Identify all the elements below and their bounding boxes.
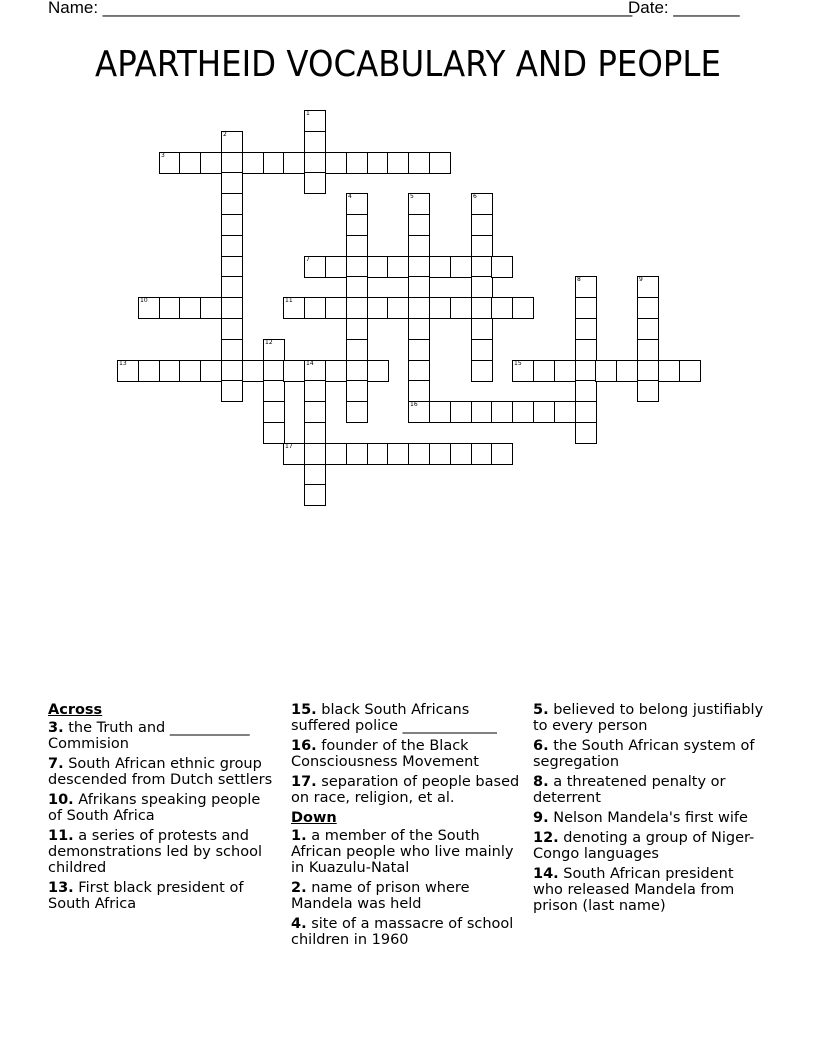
crossword-cell[interactable]	[346, 214, 368, 236]
cell-number: 5	[410, 193, 414, 200]
clue-across-10	[48, 792, 278, 824]
clue-text: believed to belong justifiably to every person	[533, 702, 764, 734]
crossword-cell[interactable]	[450, 443, 472, 465]
crossword-cell[interactable]	[221, 152, 243, 174]
crossword-cell[interactable]	[179, 360, 201, 382]
cell-number: 4	[348, 193, 352, 200]
clues-column-1	[48, 702, 278, 916]
crossword-cell[interactable]	[304, 152, 326, 174]
clue-text: First black president of South Africa	[48, 880, 244, 912]
crossword-cell[interactable]	[304, 256, 326, 278]
crossword-cell[interactable]	[658, 360, 680, 382]
crossword-cell[interactable]	[616, 360, 638, 382]
crossword-cell[interactable]	[471, 214, 493, 236]
clue-down-4	[291, 916, 523, 948]
clue-down-9	[533, 810, 765, 826]
crossword-cell[interactable]	[491, 401, 513, 423]
clue-text: a member of the South African people who live mainly in Kuazulu-Natal	[291, 828, 514, 876]
crossword-cell[interactable]	[263, 152, 285, 174]
crossword-cell[interactable]	[346, 339, 368, 361]
crossword-cell[interactable]	[117, 360, 139, 382]
crossword-cell[interactable]	[471, 360, 493, 382]
crossword-cell[interactable]	[304, 360, 326, 382]
cell-number: 10	[140, 297, 148, 304]
crossword-cell[interactable]	[221, 360, 243, 382]
crossword-cell[interactable]	[408, 193, 430, 215]
crossword-cell[interactable]	[408, 318, 430, 340]
crossword-cell[interactable]	[554, 360, 576, 382]
crossword-cell[interactable]	[429, 401, 451, 423]
clue-text: site of a massacre of school children in 1960	[291, 916, 514, 948]
crossword-cell[interactable]	[367, 360, 389, 382]
crossword-cell[interactable]	[367, 297, 389, 319]
crossword-cell[interactable]	[221, 193, 243, 215]
cell-number: 3	[161, 152, 165, 159]
crossword-cell[interactable]	[575, 297, 597, 319]
crossword-cell[interactable]	[304, 401, 326, 423]
date-field-label[interactable]: Date: _______	[628, 0, 740, 17]
crossword-cell[interactable]	[221, 276, 243, 298]
clue-number: 4.	[291, 916, 307, 932]
crossword-cell[interactable]	[387, 152, 409, 174]
clue-text: a series of protests and demonstrations led by school childred	[48, 828, 262, 876]
crossword-cell[interactable]	[221, 297, 243, 319]
crossword-cell[interactable]	[471, 318, 493, 340]
cell-number: 9	[639, 276, 643, 283]
crossword-cell[interactable]	[221, 380, 243, 402]
name-field-label[interactable]: Name: ________________________________________________________	[48, 0, 633, 17]
cell-number: 17	[285, 443, 293, 450]
clue-text: the Truth and ___________ Commision	[48, 720, 250, 752]
crossword-cell[interactable]	[512, 360, 534, 382]
cell-number: 12	[265, 339, 273, 346]
crossword-cell[interactable]	[325, 297, 347, 319]
crossword-cell[interactable]	[304, 422, 326, 444]
crossword-cell[interactable]	[159, 152, 181, 174]
crossword-cell[interactable]	[429, 443, 451, 465]
crossword-cell[interactable]	[221, 339, 243, 361]
across-heading: Across	[48, 702, 103, 718]
crossword-cell[interactable]	[200, 360, 222, 382]
crossword-cell[interactable]	[304, 131, 326, 153]
clue-number: 11.	[48, 828, 74, 844]
crossword-cell[interactable]	[138, 297, 160, 319]
crossword-cell[interactable]	[429, 256, 451, 278]
clue-number: 8.	[533, 774, 549, 790]
crossword-cell[interactable]	[491, 256, 513, 278]
crossword-cell[interactable]	[471, 339, 493, 361]
crossword-cell[interactable]	[450, 401, 472, 423]
clue-text: South African president who released Mandela from prison (last name)	[533, 866, 735, 914]
clue-number: 6.	[533, 738, 549, 754]
crossword-cell[interactable]	[179, 297, 201, 319]
clue-text: denoting a group of Niger-Congo languages	[533, 830, 755, 862]
crossword-cell[interactable]	[346, 318, 368, 340]
clue-text: separation of people based on race, religion, et al.	[291, 774, 520, 806]
crossword-cell[interactable]	[429, 152, 451, 174]
clue-down-1	[291, 828, 523, 876]
crossword-cell[interactable]	[408, 256, 430, 278]
crossword-cell[interactable]	[346, 152, 368, 174]
clue-text: name of prison where Mandela was held	[291, 880, 470, 912]
crossword-cell[interactable]	[221, 256, 243, 278]
crossword-cell[interactable]	[304, 464, 326, 486]
crossword-cell[interactable]	[221, 235, 243, 257]
crossword-cell[interactable]	[471, 193, 493, 215]
crossword-cell[interactable]	[304, 172, 326, 194]
clue-across-13	[48, 880, 278, 912]
crossword-cell[interactable]	[242, 152, 264, 174]
clue-across-3	[48, 720, 278, 752]
down-heading: Down	[291, 810, 337, 826]
crossword-cell[interactable]	[637, 297, 659, 319]
crossword-cell[interactable]	[575, 360, 597, 382]
cell-number: 16	[410, 401, 418, 408]
crossword-cell[interactable]	[387, 256, 409, 278]
crossword-cell[interactable]	[263, 422, 285, 444]
crossword-cell[interactable]	[408, 360, 430, 382]
cell-number: 11	[285, 297, 293, 304]
cell-number: 14	[306, 360, 314, 367]
crossword-cell[interactable]	[325, 152, 347, 174]
clue-number: 9.	[533, 810, 549, 826]
crossword-cell[interactable]	[408, 214, 430, 236]
crossword-cell[interactable]	[346, 443, 368, 465]
crossword-cell[interactable]	[408, 401, 430, 423]
clue-text: founder of the Black Consciousness Movement	[291, 738, 479, 770]
crossword-cell[interactable]	[304, 297, 326, 319]
crossword-cell[interactable]	[637, 276, 659, 298]
crossword-cell[interactable]	[346, 235, 368, 257]
crossword-cell[interactable]	[200, 297, 222, 319]
crossword-cell[interactable]	[346, 276, 368, 298]
cell-number: 1	[306, 110, 310, 117]
crossword-cell[interactable]	[471, 276, 493, 298]
clue-number: 10.	[48, 792, 74, 808]
clue-across-11	[48, 828, 278, 876]
clue-number: 5.	[533, 702, 549, 718]
crossword-cell[interactable]	[408, 276, 430, 298]
clue-number: 2.	[291, 880, 307, 896]
clue-number: 16.	[291, 738, 317, 754]
crossword-cell[interactable]	[533, 401, 555, 423]
clue-number: 14.	[533, 866, 559, 882]
crossword-cell[interactable]	[450, 256, 472, 278]
crossword-cell[interactable]	[304, 443, 326, 465]
crossword-cell[interactable]	[471, 401, 493, 423]
cell-number: 8	[577, 276, 581, 283]
cell-number: 6	[473, 193, 477, 200]
crossword-cell[interactable]	[221, 318, 243, 340]
crossword-cell[interactable]	[471, 235, 493, 257]
clue-across-7	[48, 756, 278, 788]
clue-down-6	[533, 738, 765, 770]
crossword-cell[interactable]	[325, 443, 347, 465]
clue-across-15	[291, 702, 523, 734]
clue-across-16	[291, 738, 523, 770]
crossword-cell[interactable]	[304, 380, 326, 402]
clue-number: 1.	[291, 828, 307, 844]
clue-text: Afrikans speaking people of South Africa	[48, 792, 261, 824]
crossword-cell[interactable]	[450, 297, 472, 319]
crossword-cell[interactable]	[471, 297, 493, 319]
crossword-cell[interactable]	[179, 152, 201, 174]
clue-text: Nelson Mandela's first wife	[548, 810, 748, 826]
crossword-cell[interactable]	[387, 297, 409, 319]
crossword-cell[interactable]	[471, 256, 493, 278]
crossword-cell[interactable]	[325, 256, 347, 278]
crossword-cell[interactable]	[367, 256, 389, 278]
crossword-cell[interactable]	[408, 339, 430, 361]
clue-number: 17.	[291, 774, 317, 790]
crossword-cell[interactable]	[575, 276, 597, 298]
clue-down-2	[291, 880, 523, 912]
crossword-cell[interactable]	[283, 152, 305, 174]
crossword-cell[interactable]	[221, 131, 243, 153]
crossword-cell[interactable]	[346, 256, 368, 278]
crossword-cell[interactable]	[408, 235, 430, 257]
crossword-cell[interactable]	[679, 360, 701, 382]
crossword-cell[interactable]	[346, 380, 368, 402]
clue-down-8	[533, 774, 765, 806]
clue-down-12	[533, 830, 765, 862]
clue-text: the South African system of segregation	[533, 738, 755, 770]
crossword-cell[interactable]	[637, 339, 659, 361]
cell-number: 7	[306, 256, 310, 263]
crossword-cell[interactable]	[283, 360, 305, 382]
crossword-cell[interactable]	[159, 360, 181, 382]
clue-down-14	[533, 866, 765, 914]
page-title: APARTHEID VOCABULARY AND PEOPLE	[95, 44, 721, 85]
crossword-cell[interactable]	[346, 297, 368, 319]
clue-number: 12.	[533, 830, 559, 846]
crossword-cell[interactable]	[283, 297, 305, 319]
crossword-cell[interactable]	[200, 152, 222, 174]
cell-number: 2	[223, 131, 227, 138]
clue-number: 15.	[291, 702, 317, 718]
crossword-cell[interactable]	[429, 297, 451, 319]
crossword-cell[interactable]	[367, 443, 389, 465]
crossword-cell[interactable]	[575, 401, 597, 423]
clue-text: South African ethnic group descended from Dutch settlers	[48, 756, 273, 788]
crossword-cell[interactable]	[346, 360, 368, 382]
cell-number: 15	[514, 360, 522, 367]
crossword-cell[interactable]	[346, 193, 368, 215]
crossword-cell[interactable]	[471, 443, 493, 465]
cell-number: 13	[119, 360, 127, 367]
crossword-cell[interactable]	[283, 443, 305, 465]
crossword-cell[interactable]	[159, 297, 181, 319]
clue-across-17	[291, 774, 523, 806]
crossword-cell[interactable]	[408, 380, 430, 402]
clue-down-5	[533, 702, 765, 734]
crossword-cell[interactable]	[575, 339, 597, 361]
clue-text: black South Africans suffered police _____________	[291, 702, 497, 734]
crossword-cell[interactable]	[387, 443, 409, 465]
crossword-cell[interactable]	[138, 360, 160, 382]
crossword-cell[interactable]	[408, 297, 430, 319]
crossword-cell[interactable]	[221, 214, 243, 236]
crossword-cell[interactable]	[512, 297, 534, 319]
crossword-cell[interactable]	[575, 318, 597, 340]
crossword-cell[interactable]	[637, 360, 659, 382]
crossword-cell[interactable]	[637, 318, 659, 340]
crossword-cell[interactable]	[408, 152, 430, 174]
crossword-cell[interactable]	[263, 339, 285, 361]
crossword-cell[interactable]	[575, 422, 597, 444]
crossword-cell[interactable]	[346, 401, 368, 423]
crossword-cell[interactable]	[637, 380, 659, 402]
clue-text: a threatened penalty or deterrent	[533, 774, 726, 806]
clue-number: 13.	[48, 880, 74, 896]
crossword-cell[interactable]	[304, 484, 326, 506]
crossword-cell[interactable]	[595, 360, 617, 382]
clues-column-2	[291, 702, 523, 952]
clue-number: 7.	[48, 756, 64, 772]
crossword-cell[interactable]	[367, 152, 389, 174]
crossword-cell[interactable]	[512, 401, 534, 423]
clues-column-3	[533, 702, 765, 918]
crossword-cell[interactable]	[263, 401, 285, 423]
crossword-cell[interactable]	[554, 401, 576, 423]
crossword-cell[interactable]	[491, 443, 513, 465]
crossword-cell[interactable]	[263, 360, 285, 382]
crossword-cell[interactable]	[221, 172, 243, 194]
crossword-cell[interactable]	[533, 360, 555, 382]
crossword-cell[interactable]	[491, 297, 513, 319]
crossword-cell[interactable]	[325, 360, 347, 382]
clue-number: 3.	[48, 720, 64, 736]
crossword-cell[interactable]	[408, 443, 430, 465]
crossword-cell[interactable]	[242, 360, 264, 382]
crossword-cell[interactable]	[304, 110, 326, 132]
crossword-cell[interactable]	[575, 380, 597, 402]
crossword-cell[interactable]	[263, 380, 285, 402]
